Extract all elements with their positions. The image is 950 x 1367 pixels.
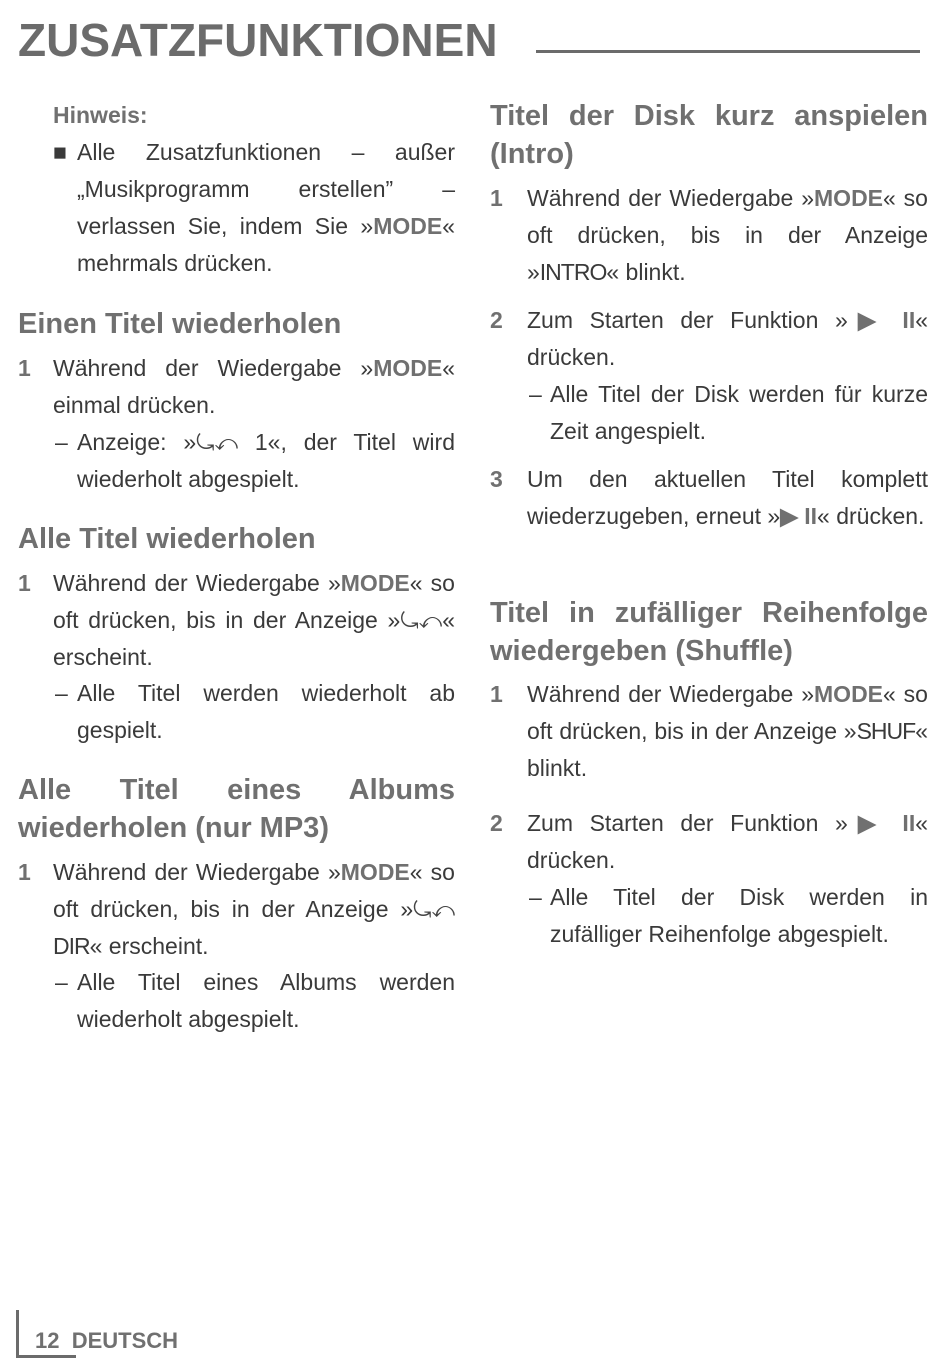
heading-shuffle: Titel in zufälliger Reihenfolge wiedergeben (Shuffle) bbox=[490, 597, 928, 667]
step-number: 1 bbox=[18, 355, 31, 381]
result-text: Alle Titel eines Albums werden wiederholt abgespielt. bbox=[77, 969, 455, 1032]
step-number: 1 bbox=[490, 185, 503, 211]
step-text: Während der Wiedergabe »MODE« einmal drücken. bbox=[53, 355, 455, 418]
step-number: 2 bbox=[490, 810, 503, 836]
note-label: Hinweis: bbox=[53, 102, 148, 128]
note-text: Alle Zusatzfunktionen – außer „Musikprogramm erstellen” – verlassen Sie, indem Sie »MODE« mehrmals drücken. bbox=[77, 139, 455, 276]
result-text: Alle Titel der Disk werden für kurze Zeit angespielt. bbox=[550, 381, 928, 444]
page-number: 12 bbox=[35, 1328, 60, 1353]
result-text: Anzeige: »⤿↶ 1«, der Titel wird wiederholt abgespielt. bbox=[77, 424, 455, 498]
step-text: Zum Starten der Funktion »▶ II« drücken. bbox=[527, 810, 929, 873]
play-pause-icon: ▶ II bbox=[847, 307, 916, 333]
footer bbox=[35, 1322, 178, 1359]
dash: – bbox=[529, 381, 542, 407]
step-text: Während der Wiedergabe »MODE« so oft drücken, bis in der Anzeige »SHUF« blinkt. bbox=[527, 681, 928, 781]
step-number: 3 bbox=[490, 466, 503, 492]
footer-rule-vertical bbox=[16, 1310, 19, 1358]
step-number: 1 bbox=[18, 570, 31, 596]
dash: – bbox=[55, 680, 68, 706]
repeat-icon: ⤿↶ bbox=[413, 897, 455, 922]
heading-intro: Titel der Disk kurz anspielen (Intro) bbox=[490, 100, 928, 170]
repeat-icon: ⤿↶ bbox=[196, 430, 239, 455]
language-label: DEUTSCH bbox=[71, 1328, 179, 1353]
bullet-icon: ■ bbox=[53, 139, 67, 165]
play-pause-icon: ▶ II bbox=[780, 503, 818, 529]
heading-repeat-all: Alle Titel wiederholen bbox=[18, 523, 316, 555]
step-text: Während der Wiedergabe »MODE« so oft drücken, bis in der Anzeige »⤿↶« erscheint. bbox=[53, 570, 455, 670]
step-text: Zum Starten der Funktion »▶ II« drücken. bbox=[527, 307, 929, 370]
step-number: 1 bbox=[18, 859, 31, 885]
heading-repeat-album: Alle Titel eines Albums wiederholen (nur MP3) bbox=[18, 774, 455, 844]
repeat-icon: ⤿↶ bbox=[400, 608, 443, 633]
heading-repeat-one: Einen Titel wiederholen bbox=[18, 308, 342, 340]
dash: – bbox=[55, 429, 68, 455]
play-pause-icon: ▶ II bbox=[847, 810, 916, 836]
step-text: Während der Wiedergabe »MODE« so oft drücken, bis in der Anzeige »INTRO« blinkt. bbox=[527, 185, 928, 285]
result-text: Alle Titel der Disk werden in zufälliger Reihenfolge abgespielt. bbox=[550, 884, 928, 947]
result-text: Alle Titel werden wiederholt ab gespielt. bbox=[77, 680, 455, 743]
step-number: 2 bbox=[490, 307, 503, 333]
title-rule bbox=[536, 50, 920, 53]
step-text: Um den aktuellen Titel komplett wiederzugeben, erneut »▶ II« drücken. bbox=[527, 466, 928, 529]
dash: – bbox=[55, 969, 68, 995]
dash: – bbox=[529, 884, 542, 910]
step-number: 1 bbox=[490, 681, 503, 707]
step-text: Während der Wiedergabe »MODE« so oft drücken, bis in der Anzeige »⤿↶ DIR« erscheint. bbox=[53, 859, 455, 959]
page-title: ZUSATZFUNKTIONEN bbox=[18, 14, 498, 66]
